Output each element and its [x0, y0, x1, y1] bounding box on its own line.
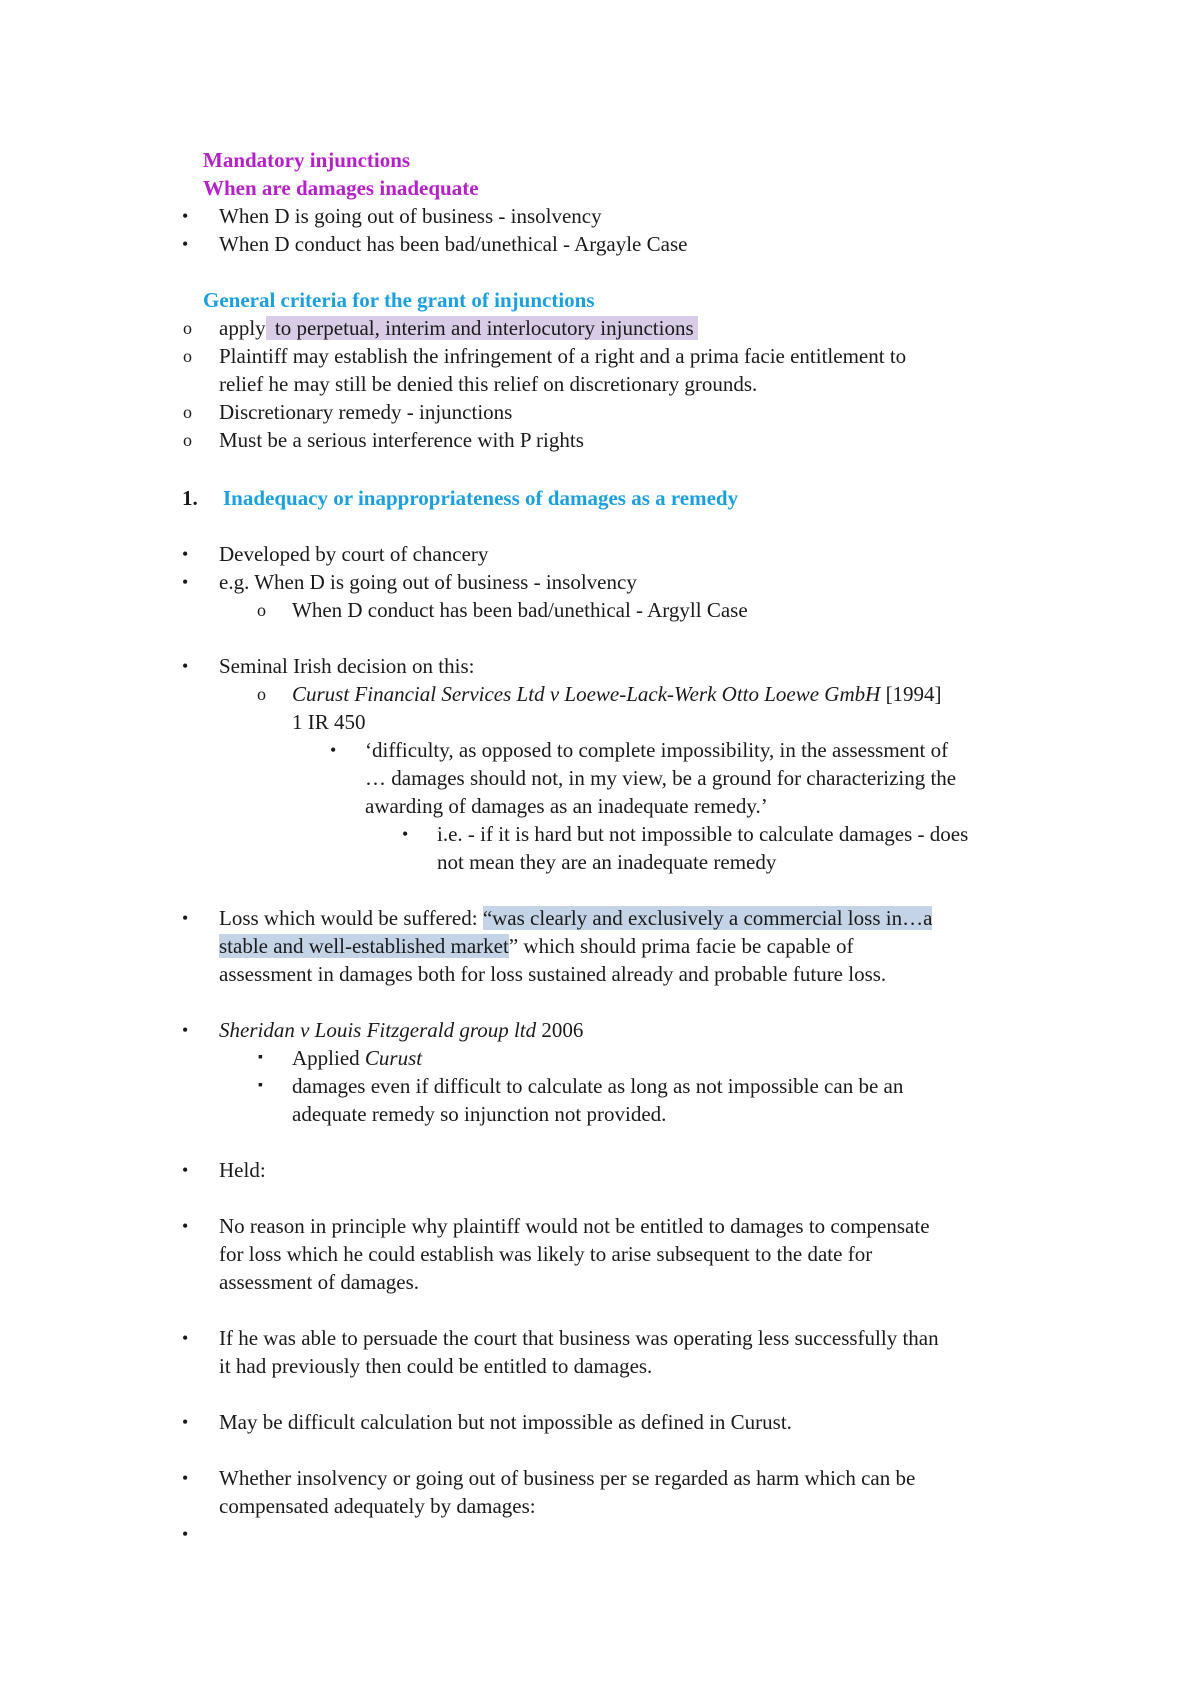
- list-item: When D is going out of business - insolvency: [219, 204, 602, 228]
- list-item: [292, 1044, 422, 1072]
- list-item: [219, 904, 932, 932]
- bullet-disc: •: [182, 1160, 189, 1180]
- heading-damages-inadequate: When are damages inadequate: [203, 176, 479, 200]
- list-item-continuation: compensated adequately by damages:: [219, 1494, 536, 1518]
- highlighted-quote: “was clearly and exclusively a commercial loss in…a: [482, 906, 933, 930]
- case-citation: [219, 1016, 583, 1044]
- list-item-continuation: it had previously then could be entitled to damages.: [219, 1354, 653, 1378]
- quote-line: ‘difficulty, as opposed to complete impossibility, in the assessment of: [365, 738, 949, 762]
- list-item: Developed by court of chancery: [219, 542, 489, 566]
- list-item: i.e. - if it is hard but not impossible to calculate damages - does: [437, 822, 969, 846]
- quote-line: awarding of damages as an inadequate remedy.’: [365, 794, 768, 818]
- bullet-square: ▪: [258, 1050, 263, 1065]
- heading-general-criteria: General criteria for the grant of injunctions: [203, 288, 595, 312]
- list-item: Held:: [219, 1158, 266, 1182]
- list-item: Seminal Irish decision on this:: [219, 654, 475, 678]
- list-item-continuation: relief he may still be denied this relief on discretionary grounds.: [219, 372, 758, 396]
- list-item: If he was able to persuade the court that business was operating less successfully than: [219, 1326, 939, 1350]
- list-item: [219, 314, 698, 342]
- list-item: No reason in principle why plaintiff would not be entitled to damages to compensate: [219, 1214, 930, 1238]
- list-item: damages even if difficult to calculate as long as not impossible can be an: [292, 1074, 904, 1098]
- highlighted-text: to perpetual, interim and interlocutory injunctions: [266, 316, 698, 340]
- bullet-disc: •: [182, 1328, 189, 1348]
- case-year: 2006: [536, 1018, 584, 1042]
- section-title: Inadequacy or inappropriateness of damages as a remedy: [223, 486, 739, 510]
- case-year: [1994]: [880, 682, 942, 706]
- list-item-continuation: not mean they are an inadequate remedy: [437, 850, 777, 874]
- bullet-disc: •: [402, 824, 409, 844]
- applied-label: Applied: [292, 1046, 365, 1070]
- list-item: Must be a serious interference with P rights: [219, 428, 584, 452]
- loss-continuation: ” which should prima facie be capable of: [508, 934, 854, 958]
- case-citation: [292, 680, 942, 708]
- bullet-square: ▪: [258, 1078, 263, 1093]
- list-item-continuation: adequate remedy so injunction not provided.: [292, 1102, 667, 1126]
- case-name: Sheridan v Louis Fitzgerald group ltd: [219, 1018, 537, 1042]
- bullet-disc: •: [330, 740, 337, 760]
- bullet-circle: o: [183, 346, 192, 366]
- section-number: 1.: [182, 486, 198, 510]
- applied-case: Curust: [364, 1046, 423, 1070]
- list-item-continuation: assessment of damages.: [219, 1270, 420, 1294]
- list-item: Whether insolvency or going out of business per se regarded as harm which can be: [219, 1466, 916, 1490]
- bullet-disc: •: [182, 206, 189, 226]
- list-item: May be difficult calculation but not impossible as defined in Curust.: [219, 1410, 792, 1434]
- bullet-disc: •: [182, 544, 189, 564]
- highlighted-quote: stable and well-established market: [219, 934, 509, 958]
- list-item: Plaintiff may establish the infringement of a right and a prima facie entitlement to: [219, 344, 907, 368]
- criteria-item-text: apply: [219, 316, 266, 340]
- bullet-disc: •: [182, 656, 189, 676]
- bullet-disc: •: [182, 1468, 189, 1488]
- bullet-disc: •: [182, 908, 189, 928]
- bullet-circle: o: [257, 600, 266, 620]
- bullet-disc: •: [182, 1020, 189, 1040]
- bullet-disc: •: [182, 1524, 189, 1544]
- list-item: When D conduct has been bad/unethical - Argyll Case: [292, 598, 748, 622]
- list-item-continuation: assessment in damages both for loss sustained already and probable future loss.: [219, 962, 887, 986]
- bullet-circle: o: [183, 430, 192, 450]
- bullet-disc: •: [182, 572, 189, 592]
- list-item-continuation: for loss which he could establish was likely to arise subsequent to the date for: [219, 1242, 873, 1266]
- list-item: e.g. When D is going out of business - insolvency: [219, 570, 637, 594]
- bullet-circle: o: [183, 318, 192, 338]
- list-item-continuation: [219, 932, 853, 960]
- bullet-circle: o: [183, 402, 192, 422]
- list-item: When D conduct has been bad/unethical - Argayle Case: [219, 232, 688, 256]
- case-reporter: 1 IR 450: [292, 710, 366, 734]
- bullet-disc: •: [182, 1216, 189, 1236]
- bullet-circle: o: [257, 684, 266, 704]
- loss-intro: Loss which would be suffered:: [219, 906, 483, 930]
- list-item: Discretionary remedy - injunctions: [219, 400, 513, 424]
- quote-line: … damages should not, in my view, be a ground for characterizing the: [365, 766, 957, 790]
- heading-mandatory-injunctions: Mandatory injunctions: [203, 148, 411, 172]
- bullet-disc: •: [182, 1412, 189, 1432]
- bullet-disc: •: [182, 234, 189, 254]
- case-name: Curust Financial Services Ltd v Loewe-Lack-Werk Otto Loewe GmbH: [292, 682, 881, 706]
